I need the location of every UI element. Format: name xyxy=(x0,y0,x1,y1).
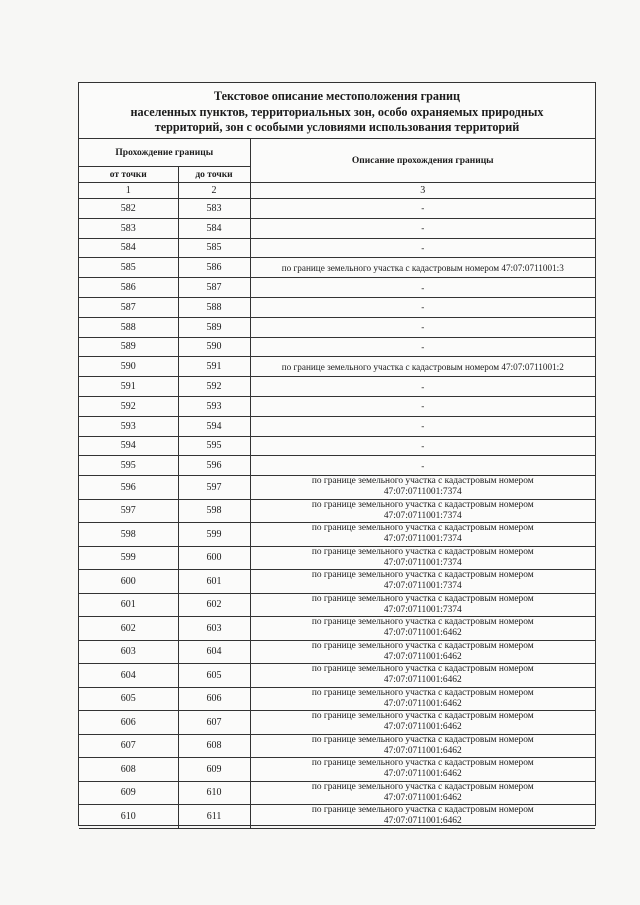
cell-to-point: 590 xyxy=(178,337,250,357)
description-line-1: по границе земельного участка с кадастровым номером xyxy=(311,711,534,722)
header-passage: Прохождение границы xyxy=(79,139,250,167)
cell-description xyxy=(250,593,595,617)
cell-from-point: 594 xyxy=(79,436,178,456)
cell-description: - xyxy=(250,218,595,238)
cell-description xyxy=(250,523,595,547)
header-to: до точки xyxy=(178,167,250,183)
cell-from-point: 602 xyxy=(79,617,178,641)
title-line-3: территорий, зон с особыми условиями использования территорий xyxy=(154,120,520,134)
cell-to-point: 588 xyxy=(178,297,250,317)
cell-from-point: 595 xyxy=(79,456,178,476)
cell-to-point: 601 xyxy=(178,570,250,594)
table-row xyxy=(79,317,595,337)
cell-description xyxy=(250,546,595,570)
cell-to-point: 608 xyxy=(178,734,250,758)
table-row xyxy=(79,436,595,456)
cell-description: - xyxy=(250,199,595,219)
cadastral-number: 47:07:0711001:6462 xyxy=(383,792,462,803)
cell-to-point: 606 xyxy=(178,687,250,711)
table-row xyxy=(79,218,595,238)
cell-to-point: 605 xyxy=(178,664,250,688)
header-col-number-2: 2 xyxy=(178,183,250,199)
header-from: от точки xyxy=(79,167,178,183)
cell-from-point: 592 xyxy=(79,396,178,416)
table-row xyxy=(79,805,595,829)
cell-description xyxy=(250,499,595,523)
cadastral-number: 47:07:0711001:7374 xyxy=(383,557,462,568)
cell-to-point: 599 xyxy=(178,523,250,547)
cell-to-point: 586 xyxy=(178,258,250,278)
cell-to-point: 584 xyxy=(178,218,250,238)
table-row xyxy=(79,396,595,416)
description-line-1: по границе земельного участка с кадастровым номером xyxy=(311,664,534,675)
cadastral-number: 47:07:0711001:7374 xyxy=(383,534,462,545)
cell-description xyxy=(250,664,595,688)
cell-to-point: 591 xyxy=(178,357,250,377)
cell-description xyxy=(250,570,595,594)
header-description: Описание прохождения границы xyxy=(250,139,595,183)
cell-from-point: 588 xyxy=(79,317,178,337)
cell-description: - xyxy=(250,456,595,476)
cell-from-point: 590 xyxy=(79,357,178,377)
description-line-1: по границе земельного участка с кадастровым номером xyxy=(311,734,534,745)
cell-from-point: 603 xyxy=(79,640,178,664)
cell-description: - xyxy=(250,416,595,436)
cell-from-point: 607 xyxy=(79,734,178,758)
cell-description: - xyxy=(250,238,595,258)
table-row xyxy=(79,546,595,570)
table-row xyxy=(79,617,595,641)
cell-description: - xyxy=(250,396,595,416)
cell-to-point: 595 xyxy=(178,436,250,456)
cell-description: - xyxy=(250,278,595,298)
title-line-2: населенных пунктов, территориальных зон, особо охраняемых природных xyxy=(130,104,544,119)
cell-from-point: 583 xyxy=(79,218,178,238)
table-row xyxy=(79,664,595,688)
cell-to-point: 589 xyxy=(178,317,250,337)
cadastral-number: 47:07:0711001:6462 xyxy=(383,675,462,686)
document-title xyxy=(79,83,595,139)
cell-to-point: 598 xyxy=(178,499,250,523)
cell-description: - xyxy=(250,297,595,317)
cell-from-point: 585 xyxy=(79,258,178,278)
header-col-number-1: 1 xyxy=(79,183,178,199)
description-line-1: по границе земельного участка с кадастровым номером xyxy=(311,617,534,628)
document-sheet xyxy=(78,82,596,826)
cell-from-point: 582 xyxy=(79,199,178,219)
cell-to-point: 604 xyxy=(178,640,250,664)
cell-from-point: 608 xyxy=(79,758,178,782)
cell-to-point: 596 xyxy=(178,456,250,476)
cell-description xyxy=(250,476,595,500)
cell-from-point: 609 xyxy=(79,781,178,805)
cell-description: - xyxy=(250,317,595,337)
table-body xyxy=(79,199,595,829)
cell-from-point: 597 xyxy=(79,499,178,523)
table-row xyxy=(79,199,595,219)
cell-from-point: 591 xyxy=(79,377,178,397)
table-row xyxy=(79,758,595,782)
description-line-1: по границе земельного участка с кадастровым номером xyxy=(311,476,534,487)
description-line-1: по границе земельного участка с кадастровым номером xyxy=(311,570,534,581)
description-line-1: по границе земельного участка с кадастровым номером xyxy=(311,499,534,510)
cell-description xyxy=(250,711,595,735)
cadastral-number: 47:07:0711001:6462 xyxy=(383,628,462,639)
description-line-1: по границе земельного участка с кадастровым номером xyxy=(311,593,534,604)
cell-to-point: 609 xyxy=(178,758,250,782)
cell-to-point: 594 xyxy=(178,416,250,436)
cell-description xyxy=(250,617,595,641)
cell-description: - xyxy=(250,377,595,397)
cell-from-point: 604 xyxy=(79,664,178,688)
table-row xyxy=(79,456,595,476)
description-line-1: по границе земельного участка с кадастровым номером xyxy=(311,805,534,816)
cadastral-number: 47:07:0711001:7374 xyxy=(383,604,462,615)
description-line-1: по границе земельного участка с кадастровым номером xyxy=(311,546,534,557)
table-row xyxy=(79,570,595,594)
cell-to-point: 597 xyxy=(178,476,250,500)
table-row xyxy=(79,297,595,317)
table-row xyxy=(79,337,595,357)
cell-from-point: 599 xyxy=(79,546,178,570)
table-row xyxy=(79,593,595,617)
cell-to-point: 592 xyxy=(178,377,250,397)
table-row xyxy=(79,523,595,547)
cell-description: - xyxy=(250,436,595,456)
cell-from-point: 589 xyxy=(79,337,178,357)
cell-description: - xyxy=(250,337,595,357)
table-row xyxy=(79,377,595,397)
cell-to-point: 593 xyxy=(178,396,250,416)
cell-from-point: 610 xyxy=(79,805,178,829)
cell-from-point: 598 xyxy=(79,523,178,547)
cadastral-number: 47:07:0711001:6462 xyxy=(383,769,462,780)
cell-to-point: 583 xyxy=(178,199,250,219)
cell-description xyxy=(250,805,595,829)
cell-from-point: 606 xyxy=(79,711,178,735)
table-row xyxy=(79,711,595,735)
cell-description: по границе земельного участка с кадастровым номером 47:07:0711001:3 xyxy=(250,258,595,278)
cell-from-point: 584 xyxy=(79,238,178,258)
table-row xyxy=(79,258,595,278)
table-row xyxy=(79,640,595,664)
boundary-table xyxy=(79,139,595,829)
cell-from-point: 605 xyxy=(79,687,178,711)
cell-description xyxy=(250,640,595,664)
cell-to-point: 600 xyxy=(178,546,250,570)
description-line-1: по границе земельного участка с кадастровым номером xyxy=(311,687,534,698)
description-line-1: по границе земельного участка с кадастровым номером xyxy=(311,523,534,534)
table-row xyxy=(79,499,595,523)
cadastral-number: 47:07:0711001:6462 xyxy=(383,816,462,827)
table-row xyxy=(79,238,595,258)
cell-to-point: 607 xyxy=(178,711,250,735)
table-row xyxy=(79,416,595,436)
cell-from-point: 601 xyxy=(79,593,178,617)
cell-from-point: 600 xyxy=(79,570,178,594)
cadastral-number: 47:07:0711001:7374 xyxy=(383,487,462,498)
cell-to-point: 585 xyxy=(178,238,250,258)
description-line-1: по границе земельного участка с кадастровым номером xyxy=(311,781,534,792)
table-row xyxy=(79,278,595,298)
cadastral-number: 47:07:0711001:6462 xyxy=(383,745,462,756)
cell-to-point: 603 xyxy=(178,617,250,641)
cadastral-number: 47:07:0711001:7374 xyxy=(383,581,462,592)
cell-from-point: 596 xyxy=(79,476,178,500)
cadastral-number: 47:07:0711001:7374 xyxy=(383,510,462,521)
cell-description xyxy=(250,734,595,758)
cell-from-point: 586 xyxy=(79,278,178,298)
cell-description xyxy=(250,758,595,782)
description-line-1: по границе земельного участка с кадастровым номером xyxy=(311,640,534,651)
table-row xyxy=(79,781,595,805)
cadastral-number: 47:07:0711001:6462 xyxy=(383,698,462,709)
cell-to-point: 611 xyxy=(178,805,250,829)
table-row xyxy=(79,687,595,711)
table-row xyxy=(79,734,595,758)
cell-from-point: 593 xyxy=(79,416,178,436)
table-row xyxy=(79,357,595,377)
table-row xyxy=(79,476,595,500)
description-line-1: по границе земельного участка с кадастровым номером xyxy=(311,758,534,769)
cell-to-point: 602 xyxy=(178,593,250,617)
cell-from-point: 587 xyxy=(79,297,178,317)
title-line-1: Текстовое описание местоположения границ xyxy=(213,89,461,103)
header-col-number-3: 3 xyxy=(250,183,595,199)
cell-to-point: 587 xyxy=(178,278,250,298)
cadastral-number: 47:07:0711001:6462 xyxy=(383,651,462,662)
cell-description xyxy=(250,781,595,805)
cell-description xyxy=(250,687,595,711)
cell-description: по границе земельного участка с кадастровым номером 47:07:0711001:2 xyxy=(250,357,595,377)
cell-to-point: 610 xyxy=(178,781,250,805)
cadastral-number: 47:07:0711001:6462 xyxy=(383,722,462,733)
